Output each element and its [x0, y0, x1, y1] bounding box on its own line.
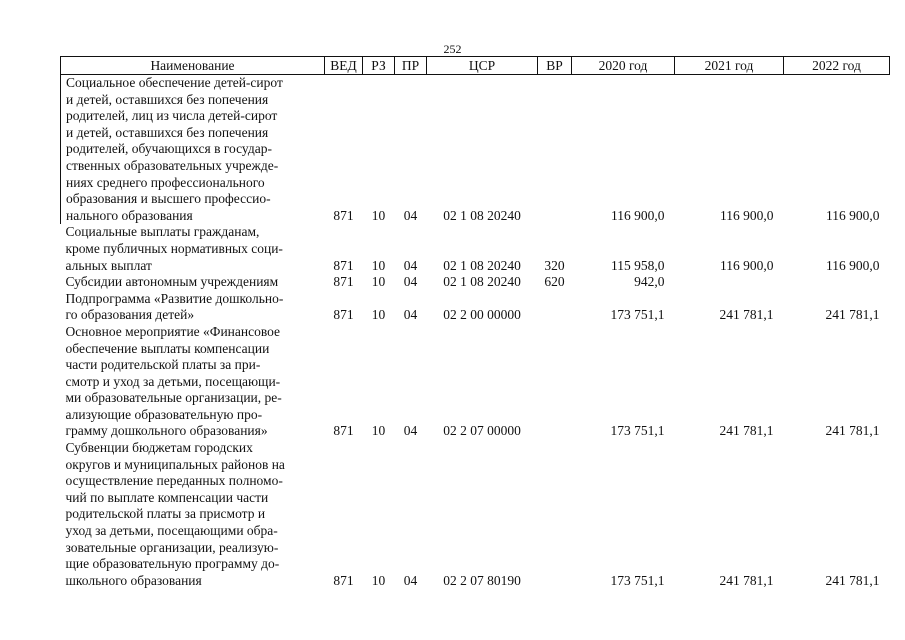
budget-table: [60, 56, 890, 589]
row-rz: 10: [371, 572, 386, 588]
row-csr: 02 1 08 20240: [443, 274, 521, 290]
row-csr: 02 2 07 80190: [443, 572, 521, 588]
row-vr: [538, 440, 572, 589]
column-header-2022: 2022 год: [784, 57, 890, 75]
column-header-pr: ПР: [395, 57, 427, 75]
row-2021: 241 781,1: [719, 423, 774, 439]
page-number: 252: [443, 42, 462, 56]
row-vr: [538, 75, 572, 225]
row-csr: 02 2 07 00000: [443, 423, 521, 439]
row-ved: 871: [333, 274, 354, 290]
row-vr: 620: [544, 274, 565, 290]
row-2022: 116 900,0: [826, 257, 880, 273]
row-name: Социальные выплаты гражданам, кроме публичных нормативных соци- альных выплат: [65, 224, 283, 273]
row-vr: [538, 324, 572, 440]
row-rz: 10: [371, 423, 386, 439]
row-ved: 871: [333, 572, 354, 588]
row-2022: 241 781,1: [825, 423, 880, 439]
table-row: [61, 75, 890, 225]
row-ved: 871: [333, 307, 354, 323]
row-ved: 871: [333, 207, 354, 223]
row-name: Основное мероприятие «Финансовое обеспечение выплаты компенсации части родительской платы за при- смотр и уход за детьми, посещающи- ми образовательные организации, ре- ализующие образовательную про- грамму дошкольного образования»: [65, 323, 282, 439]
table-row: [61, 324, 890, 440]
row-pr: 04: [403, 257, 418, 273]
row-csr: 02 2 00 00000: [443, 307, 521, 323]
row-name: Субсидии автономным учреждениям: [65, 274, 279, 290]
table-row: [61, 274, 890, 291]
column-header-rz: РЗ: [363, 57, 395, 75]
row-2020: 173 751,1: [610, 572, 665, 588]
row-pr: 04: [403, 207, 418, 223]
row-csr: 02 1 08 20240: [443, 257, 521, 273]
column-header-ved: ВЕД: [325, 57, 363, 75]
table-header-row: [61, 57, 890, 75]
row-vr: [538, 291, 572, 324]
row-2021: [675, 274, 784, 291]
column-header-vr: ВР: [538, 57, 572, 75]
row-2020: 173 751,1: [610, 307, 665, 323]
row-rz: 10: [371, 307, 386, 323]
row-rz: 10: [371, 257, 386, 273]
row-2021: 241 781,1: [719, 572, 774, 588]
row-2020: 942,0: [634, 274, 665, 290]
row-name: Социальное обеспечение детей-сирот и детей, оставшихся без попечения родителей, лиц из числа детей-сирот и детей, оставшихся без попечения родителей, обучающихся в государ- ственных образовательных учрежде- ниях среднего профессионального образования и высшего профессио- нального образования: [61, 75, 325, 225]
column-header-2020: 2020 год: [572, 57, 675, 75]
row-rz: 10: [371, 207, 386, 223]
table-row: [61, 291, 890, 324]
row-pr: 04: [403, 274, 418, 290]
row-pr: 04: [403, 572, 418, 588]
row-2022: [784, 274, 890, 291]
column-header-csr: ЦСР: [427, 57, 538, 75]
row-pr: 04: [403, 423, 418, 439]
row-ved: 871: [333, 423, 354, 439]
row-pr: 04: [403, 307, 418, 323]
row-2022: 241 781,1: [825, 572, 880, 588]
column-header-name: Наименование: [61, 57, 325, 75]
row-2021: 116 900,0: [720, 207, 774, 223]
row-2020: 173 751,1: [610, 423, 665, 439]
table-row: [61, 224, 890, 274]
row-2021: 116 900,0: [720, 257, 774, 273]
table-row: [61, 440, 890, 589]
row-2020: 116 900,0: [611, 207, 665, 223]
row-name: Подпрограмма «Развитие дошкольно- го образования детей»: [65, 290, 284, 323]
column-header-2021: 2021 год: [675, 57, 784, 75]
row-ved: 871: [333, 257, 354, 273]
row-2022: 241 781,1: [825, 307, 880, 323]
row-2022: 116 900,0: [826, 207, 880, 223]
row-rz: 10: [371, 274, 386, 290]
row-vr: 320: [544, 257, 565, 273]
row-2020: 115 958,0: [611, 257, 665, 273]
row-csr: 02 1 08 20240: [443, 207, 521, 223]
row-name: Субвенции бюджетам городских округов и муниципальных районов на осуществление переданных полномо- чий по выплате компенсации части родительской платы за присмотр и уход за детьми, посещающими обра- зовательные организации, реализую- щие образовательную программу до- школьного образования: [65, 440, 285, 588]
row-2021: 241 781,1: [719, 307, 774, 323]
